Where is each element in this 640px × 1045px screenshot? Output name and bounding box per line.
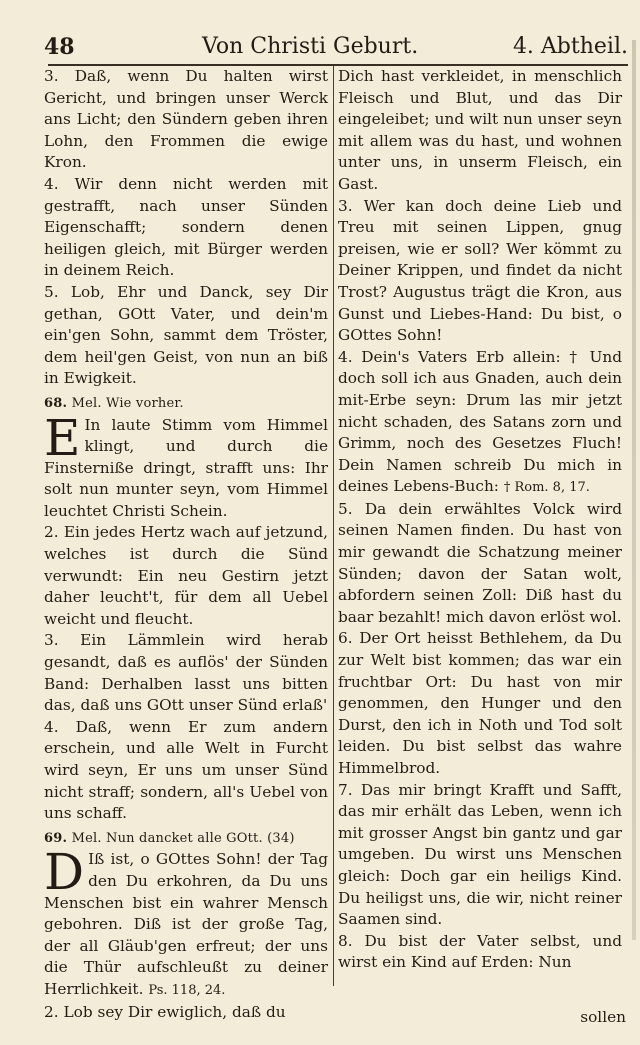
verse: 4. Daß, wenn Er zum andern erschein, und alle Welt in Furcht wird seyn, Er uns um unser Sünd nicht straff; sondern, all's Uebel von uns schaff.: [44, 717, 328, 823]
verse: Dich hast verkleidet, in menschlich Fleisch und Blut, und das Dir eingeleibet; und wilt nun unser seyn mit allem was du hast, und wohnen unter uns, in unserm Fleisch, ein Gast.: [338, 67, 622, 193]
scripture-reference: Ps. 118, 24.: [148, 982, 226, 998]
scripture-reference: † Rom. 8, 17.: [503, 480, 590, 496]
hymn-number: 68.: [44, 395, 68, 411]
page-edge-shadow: [632, 40, 636, 940]
section-label: 4. Abtheil.: [512, 34, 628, 59]
verse-text: In laute Stimm vom Himmel klingt, und durch die Finsterniße dringt, strafft uns: Ihr solt nun munter seyn, vom Himmel leuchtet Christi Schein.: [44, 415, 328, 520]
verse: 2. Ein jedes Hertz wach auf jetzund, welches ist durch die Sünd verwundt: Ein neu Gestirn jetzt daher leucht't, für dem all Uebel weicht und fleucht.: [44, 523, 328, 628]
hymn-number: 69.: [44, 830, 68, 846]
verse: 8. Du bist der Vater selbst, und wirst ein Kind auf Erden: Nun: [338, 931, 622, 972]
melody-line: Mel. Nun dancket alle GOtt. (34): [71, 830, 295, 846]
verse: 2. Lob sey Dir ewiglich, daß du: [44, 1002, 286, 1021]
page-header: [44, 30, 628, 64]
drop-cap: D: [44, 843, 85, 902]
verse: 4. Wir denn nicht werden mit gestrafft, nach unser Sünden Eigenschafft; sondern denen heiligen gleich, mit Bürger werden in deinem Reich.: [44, 174, 328, 280]
column-divider: [333, 66, 334, 986]
verse: 3. Wer kan doch deine Lieb und Treu mit seinen Lippen, gnug preisen, wie er soll? Wer kömmt zu Deiner Krippen, und findet da nicht Trost? Augustus trägt die Kron, aus Gunst und Liebes-Hand: Du bist, o GOttes Sohn!: [338, 196, 622, 345]
verse-text: 4. Dein's Vaters Erb allein: † Und doch soll ich aus Gnaden, auch dein mit-Erbe seyn: Drum las mir jetzt nicht schaden, des Satans zorn und Grimm, noch des Gesetzes Fluch! Dein Namen schreib Du mich in deines Lebens-Buch:: [338, 347, 622, 496]
hymn-verse: [44, 843, 328, 1001]
hymn-heading: [44, 393, 328, 415]
verse: 6. Der Ort heisst Bethlehem, da Du zur Welt bist kommen; das war ein fruchtbar Ort: Du hast von mir genommen, den Hunger und den Durst, den ich in Noth und Tod solt leiden. Du bist selbst das wahre Himmelbrod.: [338, 629, 622, 777]
verse: 3. Daß, wenn Du halten wirst Gericht, und bringen unser Werck ans Licht; den Sündern geben ihren Lohn, den Frommen die ewige Kron.: [44, 67, 328, 172]
page-number: 48: [44, 34, 75, 60]
verse: 7. Das mir bringt Krafft und Safft, das mir erhält das Leben, wenn ich mit grosser Angst bin gantz und gar umgeben. Du wirst uns Menschen gleich: Doch gar ein heiligs Kind. Du heiligst uns, die wir, nicht reiner Saamen sind.: [338, 780, 622, 929]
verse: [338, 347, 622, 499]
drop-cap: E: [44, 408, 81, 467]
verse: 5. Lob, Ehr und Danck, sey Dir gethan, GOtt Vater, und dein'm ein'gen Sohn, sammt dem Tröster, dem heil'gen Geist, von nun an biß in Ewigkeit.: [44, 282, 328, 388]
hymn-heading: [44, 828, 328, 850]
right-column: [338, 66, 622, 974]
verse: 5. Da dein erwähltes Volck wird seinen Namen finden. Du hast von mir gewandt die Schatzung meiner Sünden; davon der Satan wolt, abfordern seinen Zoll: Diß hast du baar bezahlt! mich davon erlöst wol.: [338, 499, 622, 626]
hymn-verse: [44, 408, 328, 523]
catchword: sollen: [580, 1008, 626, 1026]
verse: 3. Ein Lämmlein wird herab gesandt, daß es auflös' der Sünden Band: Derhalben lasst uns bitten das, daß uns GOtt unser Sünd erlaß': [44, 631, 328, 715]
left-column: [44, 66, 328, 1023]
verse-text: Iß ist, o GOttes Sohn! der Tag den Du erkohren, da Du uns Menschen bist ein wahrer Mensch gebohren. Diß ist der große Tag, der all Gläub'gen erfreut; der uns die Thür aufschleußt zu deiner Herrlichkeit.: [44, 850, 328, 998]
running-title: Von Christi Geburt.: [202, 34, 419, 59]
melody-line: Mel. Wie vorher.: [71, 395, 184, 411]
